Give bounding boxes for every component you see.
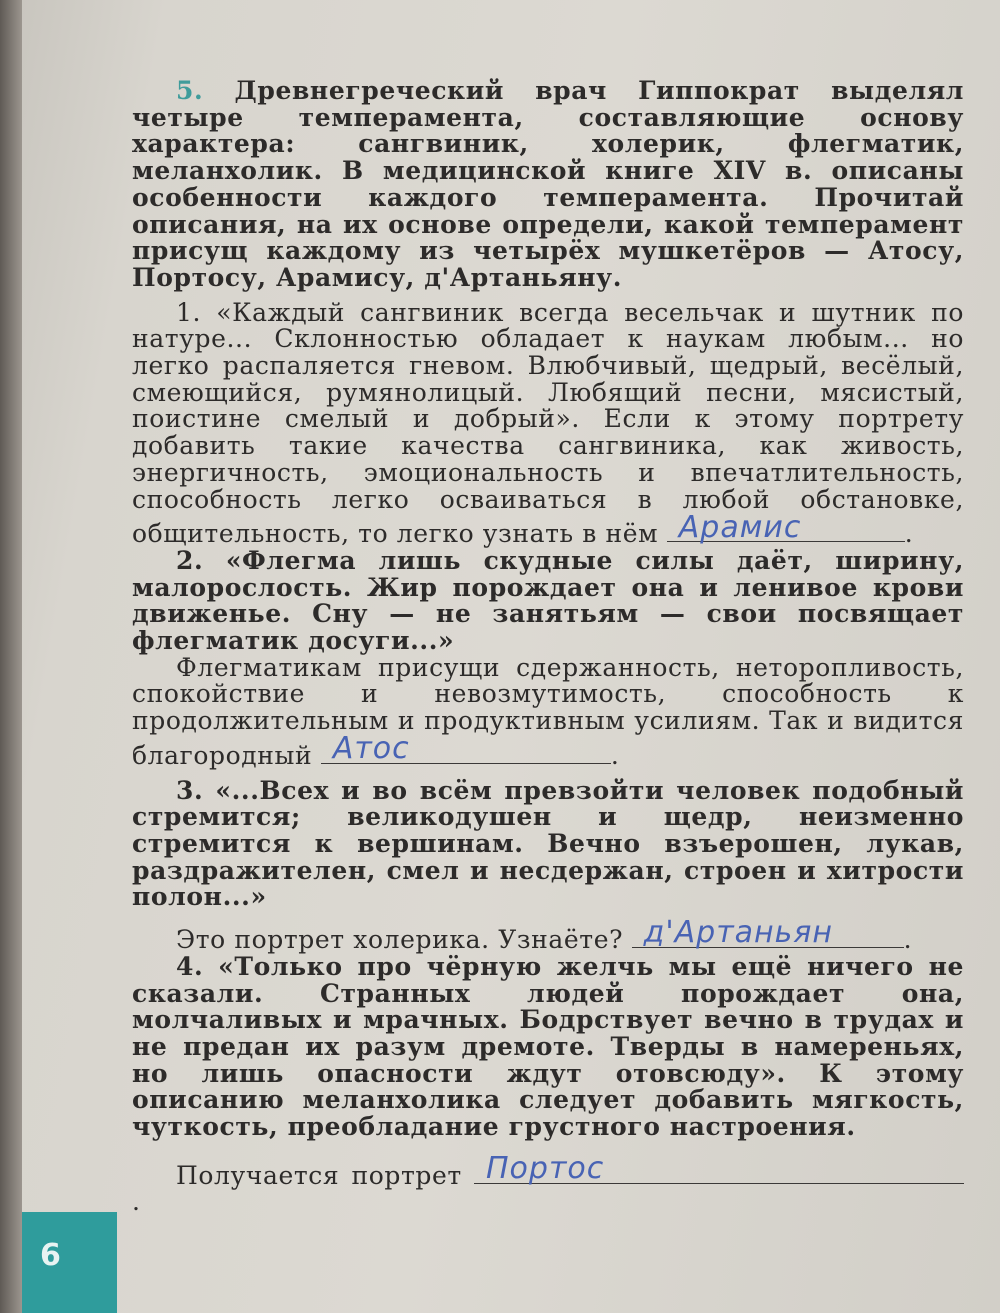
item-3-quote [132, 775, 964, 912]
item-3-text: 3. «...Всех и во всём превзойти человек подобный стремится; великодушен и щедр, неизменно стремится к вершинам. Вечно взъерошен, лукав, раздражителен, смел и несдержан, строен и хитрости полон...» [132, 775, 964, 912]
item-4-comment: Получается портрет Портос . [132, 1155, 964, 1216]
item-4-text: 4. «Только про чёрную желчь мы ещё ничего не сказали. Странных людей порождает она, молчаливых и мрачных. Бодрствует вечно в трудах и не предан их разум дремоте. Тверды в намереньях, но лишь опасности ждут отовсюду». К этому описанию меланхолика следует добавить мягкость, чуткость, преобладание грустного настроения. [132, 951, 964, 1142]
page-content [132, 78, 964, 1216]
handwritten-answer-1: Арамис [678, 509, 802, 545]
item-2-comment: Флегматикам присущи сдержанность, неторопливость, спокойствие и невозмутимость, способность к продолжительным и продуктивным усилиям. Так и видится благородный Атос . [132, 652, 964, 770]
item-3-comment: Это портрет холерика. Узнаёте? д'Артаньян . [176, 915, 913, 955]
item-2-text2: Флегматикам присущи сдержанность, неторопливость, спокойствие и невозмутимость, способность к продолжительным и продуктивным усилиям. Так и видится благородный [132, 652, 964, 770]
item-2-quote [132, 545, 964, 656]
answer-field-3[interactable] [632, 915, 904, 951]
item-1: 1. «Каждый сангвиник всегда весельчак и шутник по натуре... Склонностью обладает к наукам любым... но легко распаляется гневом. Влюбчивый, щедрый, весёлый, смеющийся, румянолицый. Любящий песни, мясистый, поистине смелый и добрый». Если к этому портрету добавить такие качества сангвиника, как живость, энергичность, эмоциональность и впечатлительность, способность легко осваиваться в любой обстановке, общительность, то легко узнать в нём Арамис . [132, 297, 964, 549]
page-number-badge [22, 1212, 117, 1313]
answer-field-1[interactable] [667, 509, 905, 545]
handwritten-answer-3: д'Артаньян [643, 915, 834, 951]
task-5-intro [132, 78, 964, 292]
task-intro-text: Древнегреческий врач Гиппократ выделял четыре темперамента, составляющие основу характера: сангвиник, холерик, флегматик, меланхолик. В медицинской книге XIV в. описаны особенности каждого темперамента. Прочитай описания, на их основе определи, какой темперамент присущ каждому из четырёх мушкетёров — Атосу, Портосу, Арамису, д'Артаньяну. [132, 76, 964, 292]
item-4-text2: Получается портрет [176, 1160, 462, 1190]
book-spine-shadow [0, 0, 22, 1313]
answer-field-2[interactable] [321, 731, 611, 767]
task-number: 5. [176, 76, 204, 105]
page-number: 6 [40, 1238, 61, 1273]
item-1-text: 1. «Каждый сангвиник всегда весельчак и шутник по натуре... Склонностью обладает к наукам любым... но легко распаляется гневом. Влюбчивый, щедрый, весёлый, смеющийся, румянолицый. Любящий песни, мясистый, поистине смелый и добрый». Если к этому портрету добавить такие качества сангвиника, как живость, энергичность, эмоциональность и впечатлительность, способность легко осваиваться в любой обстановке, общительность, то легко узнать в нём [132, 297, 964, 549]
handwritten-answer-4: Портос [486, 1151, 605, 1187]
item-4-quote [132, 951, 964, 1142]
item-3-text2: Это портрет холерика. Узнаёте? [176, 925, 624, 955]
answer-field-4[interactable] [474, 1151, 964, 1187]
item-2-text: 2. «Флегма лишь скудные силы даёт, ширину, малорослость. Жир порождает она и ленивое крови движенье. Сну — не занятьям — свои посвящает флегматик досуги...» [132, 545, 964, 656]
handwritten-answer-2: Атос [332, 731, 410, 767]
